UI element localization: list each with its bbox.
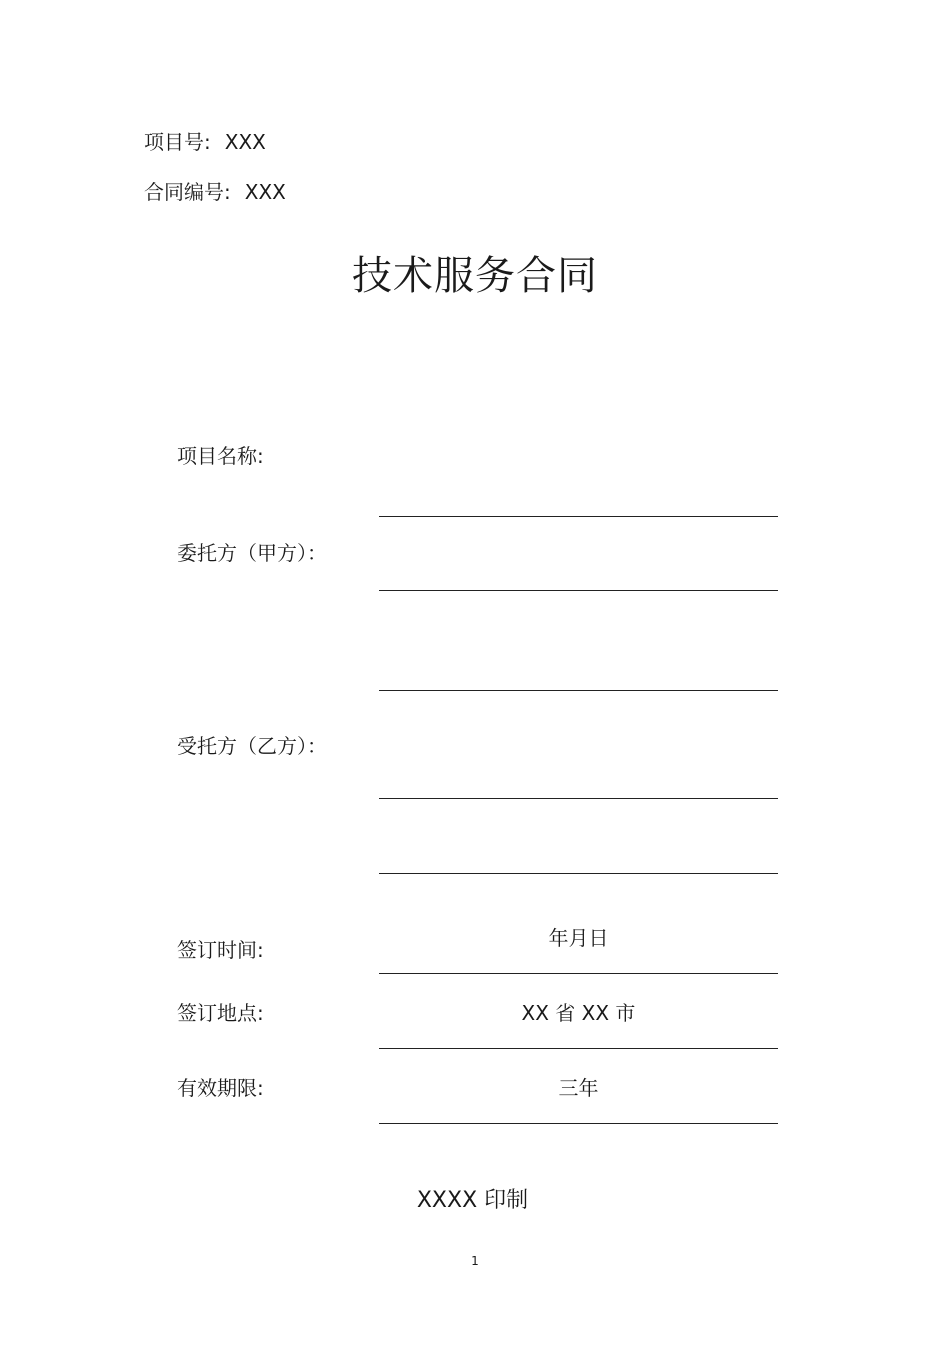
sign-date-top-line xyxy=(379,873,778,874)
contract-number-value: XXX xyxy=(244,180,286,204)
client-line-2 xyxy=(379,590,778,591)
project-number-value: XXX xyxy=(224,130,266,154)
document-title: 技术服务合同 xyxy=(352,253,598,299)
contractor-label: 受托方（乙方）： xyxy=(177,734,327,758)
validity-label: 有效期限: xyxy=(177,1076,264,1100)
client-label: 委托方（甲方）： xyxy=(177,541,327,565)
contractor-line-1 xyxy=(379,690,778,691)
project-name-label: 项目名称: xyxy=(177,444,264,468)
validity-line xyxy=(379,1123,778,1124)
printer-note: XXXX 印制 xyxy=(416,1188,529,1213)
contract-number-row xyxy=(144,182,286,202)
sign-place-line xyxy=(379,1048,778,1049)
contractor-line-2 xyxy=(379,798,778,799)
contract-number-label: 合同编号: xyxy=(144,180,231,204)
sign-place-label: 签订地点: xyxy=(177,1001,264,1025)
project-number-label: 项目号: xyxy=(144,130,211,154)
sign-date-label: 签订时间: xyxy=(177,938,264,962)
sign-date-value: 年月日 xyxy=(548,926,609,950)
project-number-row xyxy=(144,132,266,152)
sign-date-line xyxy=(379,973,778,974)
sign-place-value: XX 省 XX 市 xyxy=(521,1001,636,1025)
page-number: 1 xyxy=(471,1254,479,1268)
validity-value: 三年 xyxy=(558,1076,599,1100)
client-line-1 xyxy=(379,516,778,517)
